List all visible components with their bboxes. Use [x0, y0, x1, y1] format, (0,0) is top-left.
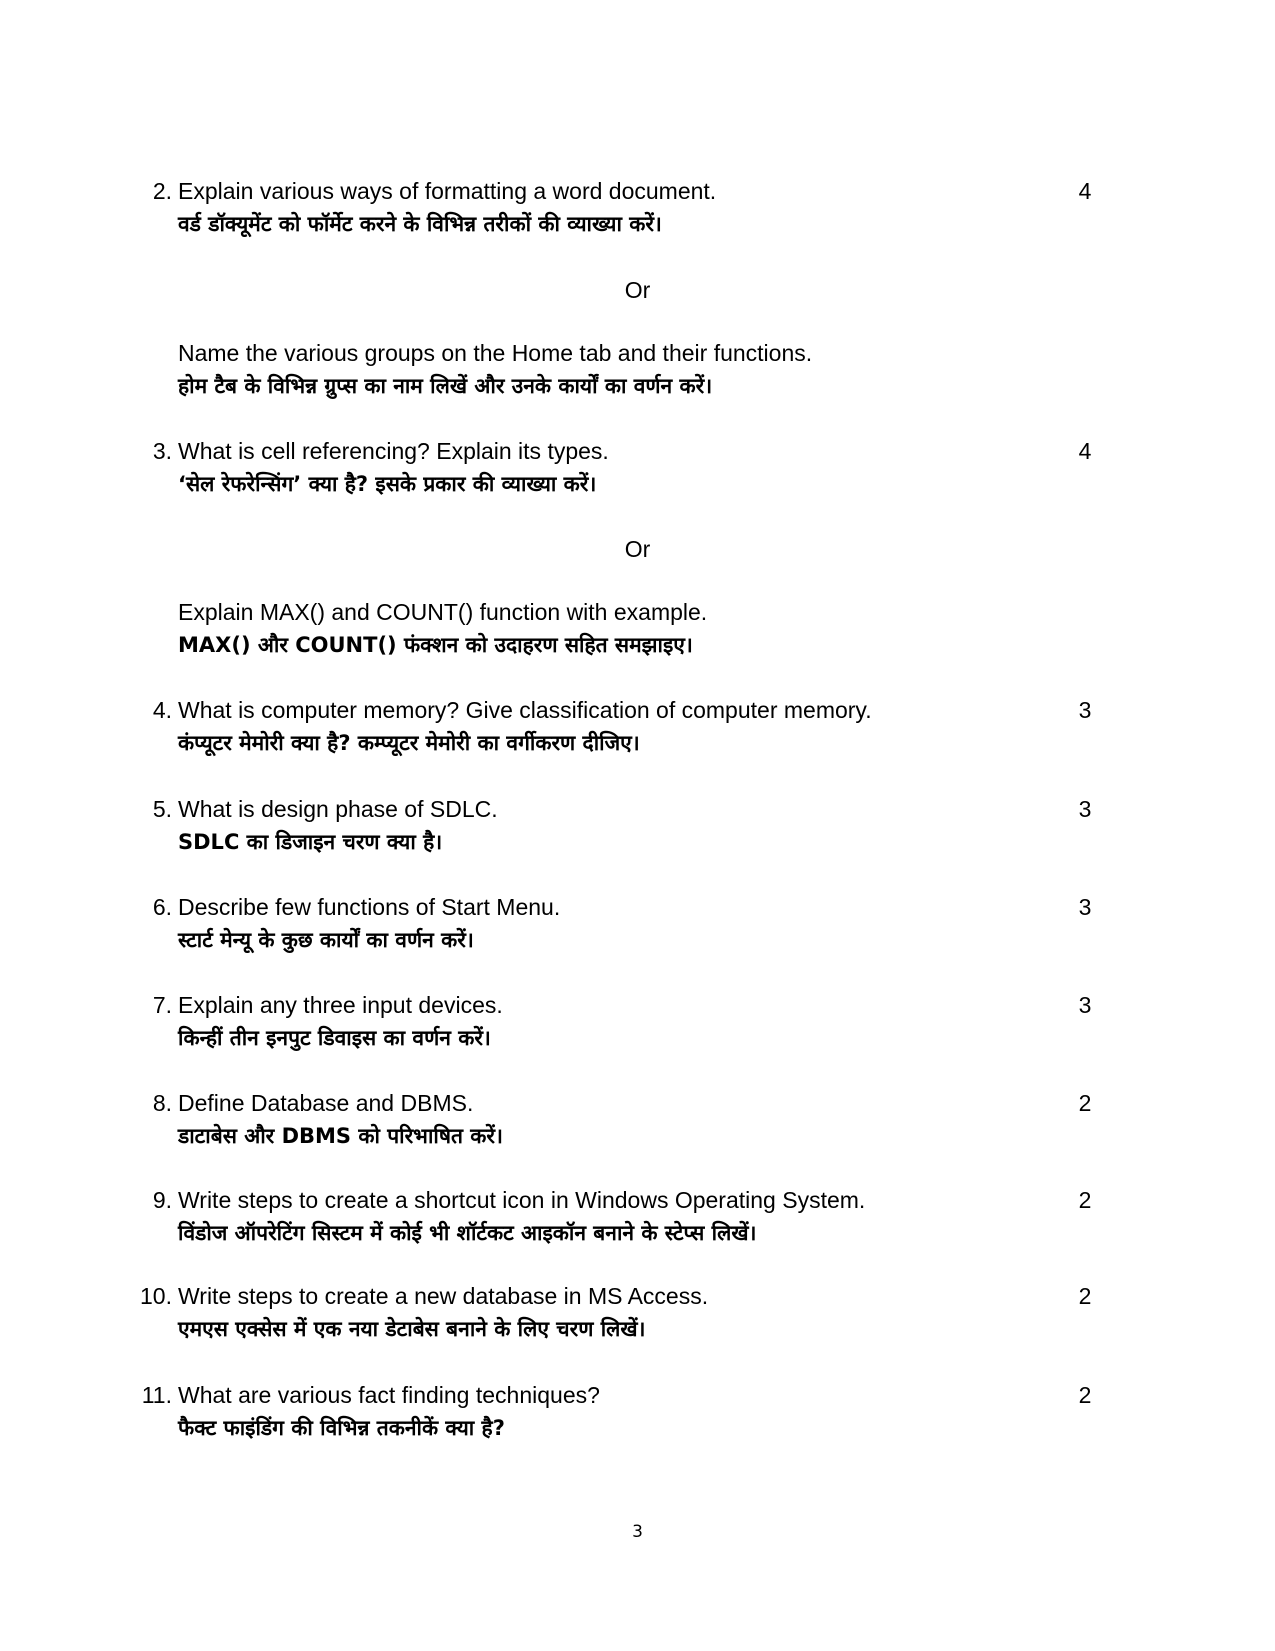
question-number: 7. [152, 992, 172, 1018]
question-number: 3. [152, 438, 172, 464]
question-marks: 2 [1078, 1090, 1092, 1116]
question-text-hindi: किन्हीं तीन इनपुट डिवाइस का वर्णन करें। [178, 1026, 491, 1050]
question-text-english: What is computer memory? Give classification of computer memory. [178, 697, 872, 723]
question-number: 4. [152, 697, 172, 723]
question-text-english: What are various fact finding techniques? [178, 1382, 600, 1408]
question-text-english: Write steps to create a new database in MS Access. [178, 1283, 709, 1309]
question-marks: 2 [1078, 1187, 1092, 1213]
question-text-english: Define Database and DBMS. [178, 1090, 474, 1116]
question-text-hindi: होम टैब के विभिन्न ग्रुप्स का नाम लिखें और उनके कार्यों का वर्णन करें। [178, 374, 713, 398]
question-number: 10. [140, 1283, 172, 1309]
question-number: 6. [152, 894, 172, 920]
question-text-hindi: डाटाबेस और DBMS को परिभाषित करें। [178, 1124, 503, 1148]
question-text-hindi: फैक्ट फाइंडिंग की विभिन्न तकनीकें क्या है? [178, 1416, 505, 1440]
page-number: 3 [632, 1522, 643, 1542]
question-text-hindi: SDLC का डिजाइन चरण क्या है। [178, 830, 443, 854]
question-number: 9. [152, 1187, 172, 1213]
question-text-hindi: कंप्यूटर मेमोरी क्या है? कम्प्यूटर मेमोरी का वर्गीकरण दीजिए। [178, 731, 640, 755]
question-text-english: Explain various ways of formatting a word document. [178, 178, 717, 204]
question-marks: 3 [1078, 796, 1092, 822]
question-marks: 3 [1078, 894, 1092, 920]
question-text-hindi: वर्ड डॉक्यूमेंट को फॉर्मेट करने के विभिन्न तरीकों की व्याख्या करें। [178, 212, 662, 236]
question-number: 2. [152, 178, 172, 204]
question-number: 5. [152, 796, 172, 822]
question-text-hindi: एमएस एक्सेस में एक नया डेटाबेस बनाने के लिए चरण लिखें। [178, 1317, 646, 1341]
question-number: 8. [152, 1090, 172, 1116]
question-text-english: What is cell referencing? Explain its types. [178, 438, 609, 464]
question-marks: 4 [1078, 438, 1092, 464]
question-text-english: What is design phase of SDLC. [178, 796, 498, 822]
question-text-hindi: विंडोज ऑपरेटिंग सिस्टम में कोई भी शॉर्टकट आइकॉन बनाने के स्टेप्स लिखें। [178, 1221, 757, 1245]
question-marks: 4 [1078, 178, 1092, 204]
question-number: 11. [141, 1382, 172, 1408]
question-text-english: Describe few functions of Start Menu. [178, 894, 561, 920]
question-marks: 2 [1078, 1283, 1092, 1309]
question-text-english: Write steps to create a shortcut icon in Windows Operating System. [178, 1187, 866, 1213]
question-text-hindi: MAX() और COUNT() फंक्शन को उदाहरण सहित समझाइए। [178, 633, 693, 657]
question-text-english: Name the various groups on the Home tab and their functions. [178, 340, 813, 366]
question-marks: 3 [1078, 992, 1092, 1018]
question-marks: 3 [1078, 697, 1092, 723]
or-separator: Or [624, 277, 651, 303]
question-text-hindi: स्टार्ट मेन्यू के कुछ कार्यों का वर्णन करें। [178, 928, 474, 952]
question-marks: 2 [1078, 1382, 1092, 1408]
question-text-hindi: ‘सेल रेफरेन्सिंग’ क्या है? इसके प्रकार की व्याख्या करें। [178, 472, 597, 496]
question-text-english: Explain MAX() and COUNT() function with example. [178, 599, 708, 625]
question-text-english: Explain any three input devices. [178, 992, 503, 1018]
or-separator: Or [624, 536, 651, 562]
